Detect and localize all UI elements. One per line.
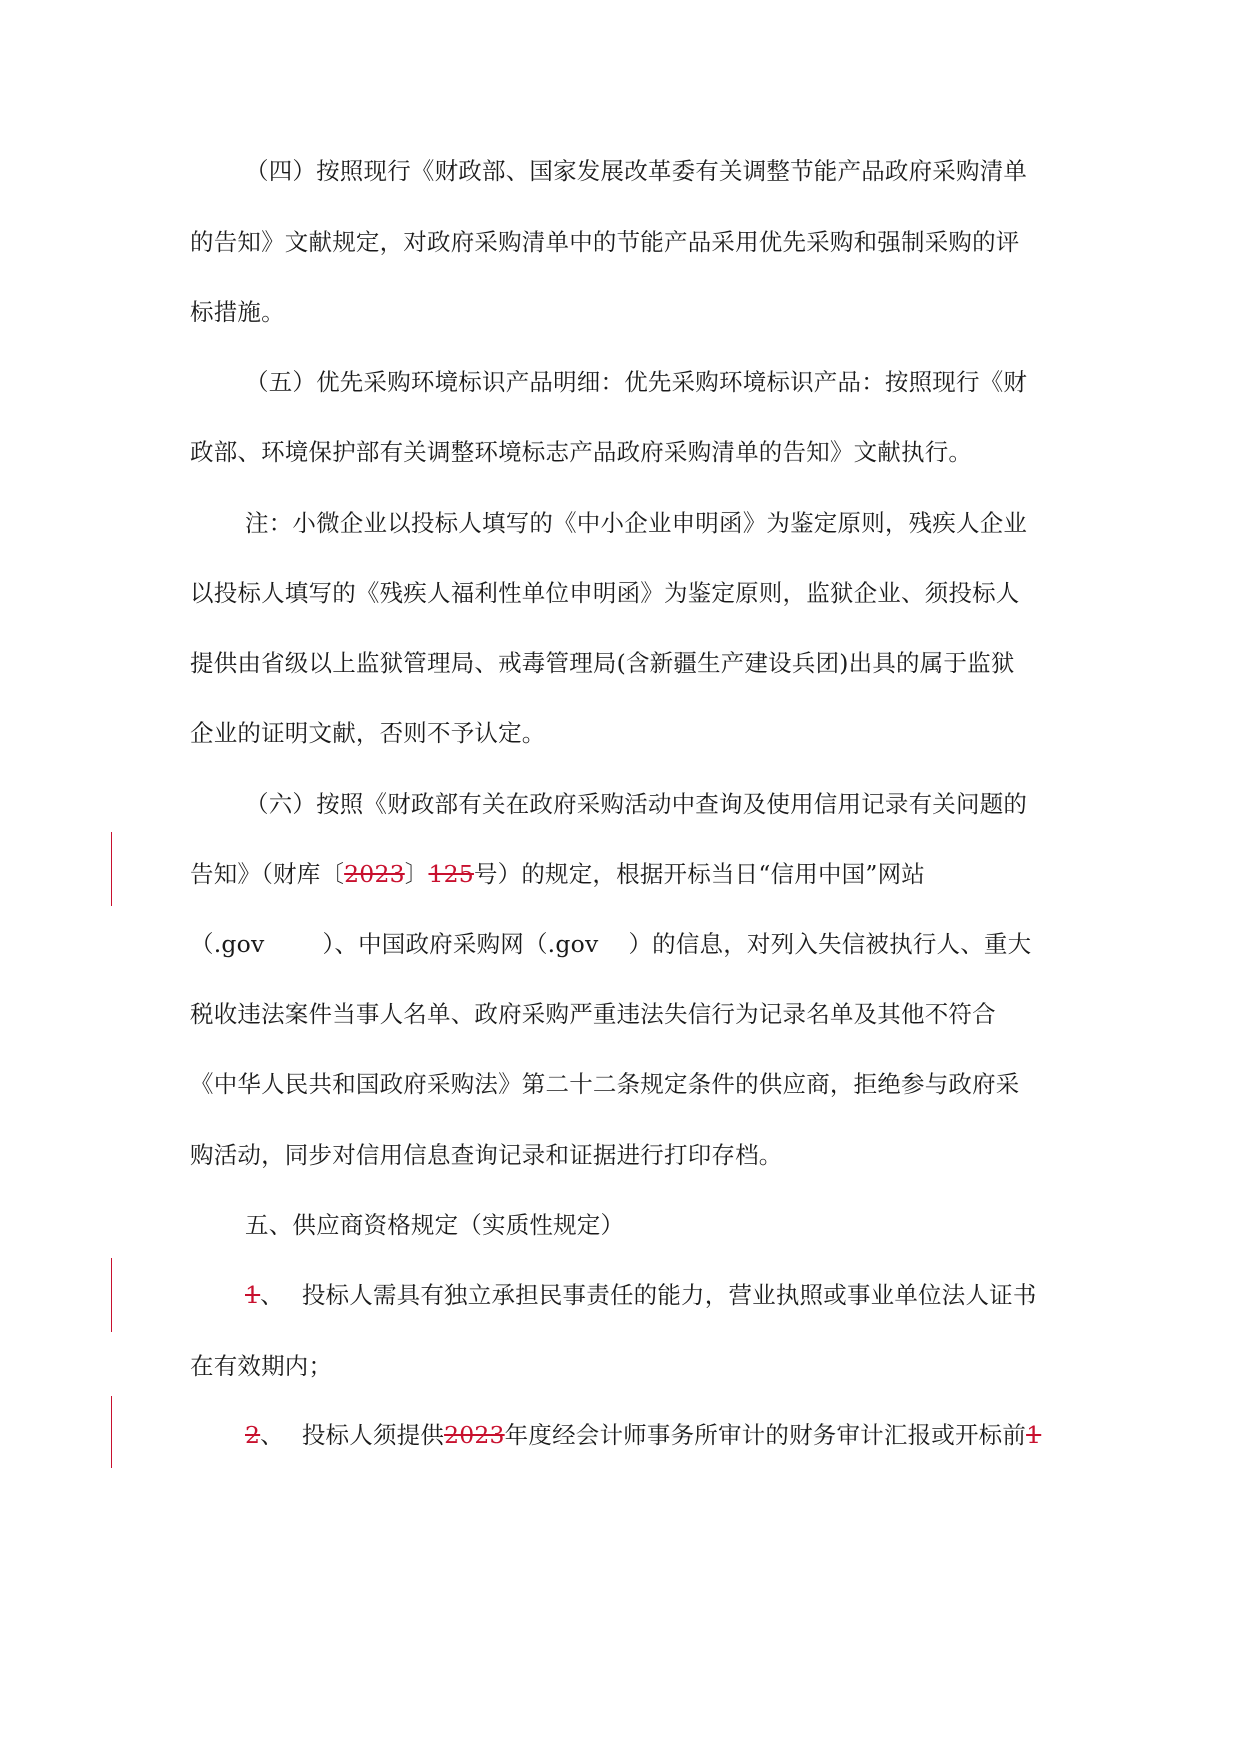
deleted-item-number: 2	[245, 1421, 261, 1449]
paragraph-6-text: 号）的规定，根据开标当日“信用中国”网站	[473, 860, 925, 888]
item-separator: 、	[260, 1421, 284, 1449]
paragraph-4-line-3: 标措施。	[190, 298, 285, 326]
paragraph-6-line-3	[190, 929, 1031, 959]
item-1-line-1	[245, 1280, 1037, 1310]
paragraph-5-line-1: （五）优先采购环境标识产品明细：优先采购环境标识产品：按照现行《财	[245, 368, 1028, 396]
note-line-1: 注：小微企业以投标人填写的《中小企业申明函》为鉴定原则，残疾人企业	[245, 509, 1028, 537]
deleted-number: 125	[428, 860, 474, 888]
paragraph-4-line-2: 的告知》文献规定，对政府采购清单中的节能产品采用优先采购和强制采购的评	[190, 228, 1020, 256]
paragraph-6-text: ）、中国政府采购网（.gov	[322, 930, 599, 958]
item-1-text: 投标人需具有独立承担民事责任的能力，营业执照或事业单位法人证书	[301, 1281, 1037, 1309]
paragraph-6-text: 〕	[404, 860, 429, 888]
paragraph-6-text: ）的信息，对列入失信被执行人、重大	[628, 930, 1032, 958]
note-line-2: 以投标人填写的《残疾人福利性单位申明函》为鉴定原则，监狱企业、须投标人	[190, 579, 1020, 607]
revision-change-bar	[111, 1396, 112, 1468]
deleted-year: 2023	[344, 860, 405, 888]
deleted-item-number: 1	[245, 1281, 261, 1309]
paragraph-5-line-2: 政部、环境保护部有关调整环境标志产品政府采购清单的告知》文献执行。	[190, 438, 973, 466]
note-line-4: 企业的证明文献，否则不予认定。	[190, 719, 546, 747]
paragraph-6-text: （.gov	[190, 930, 265, 958]
revision-change-bar	[111, 1258, 112, 1332]
item-2-text: 年度经会计师事务所审计的财务审计汇报或开标前	[504, 1421, 1027, 1449]
paragraph-6-line-4: 税收违法案件当事人名单、政府采购严重违法失信行为记录名单及其他不符合	[190, 1000, 996, 1028]
section-5-title: 五、供应商资格规定（实质性规定）	[245, 1211, 625, 1239]
item-2-text: 投标人须提供	[301, 1421, 445, 1449]
paragraph-6-line-5: 《中华人民共和国政府采购法》第二十二条规定条件的供应商，拒绝参与政府采	[190, 1070, 1020, 1098]
item-2-line-1	[245, 1420, 1041, 1450]
deleted-year: 2023	[444, 1421, 505, 1449]
deleted-number: 1	[1026, 1421, 1042, 1449]
paragraph-4-line-1: （四）按照现行《财政部、国家发展改革委有关调整节能产品政府采购清单	[245, 157, 1028, 185]
paragraph-6-line-6: 购活动，同步对信用信息查询记录和证据进行打印存档。	[190, 1141, 783, 1169]
item-separator: 、	[260, 1281, 284, 1309]
item-1-line-2: 在有效期内；	[190, 1352, 333, 1380]
paragraph-6-line-2	[190, 859, 925, 889]
note-line-3: 提供由省级以上监狱管理局、戒毒管理局(含新疆生产建设兵团)出具的属于监狱	[190, 649, 1015, 677]
revision-change-bar	[111, 832, 112, 906]
paragraph-6-line-1: （六）按照《财政部有关在政府采购活动中查询及使用信用记录有关问题的	[245, 790, 1028, 818]
paragraph-6-text: 告知》（财库〔	[190, 860, 345, 888]
